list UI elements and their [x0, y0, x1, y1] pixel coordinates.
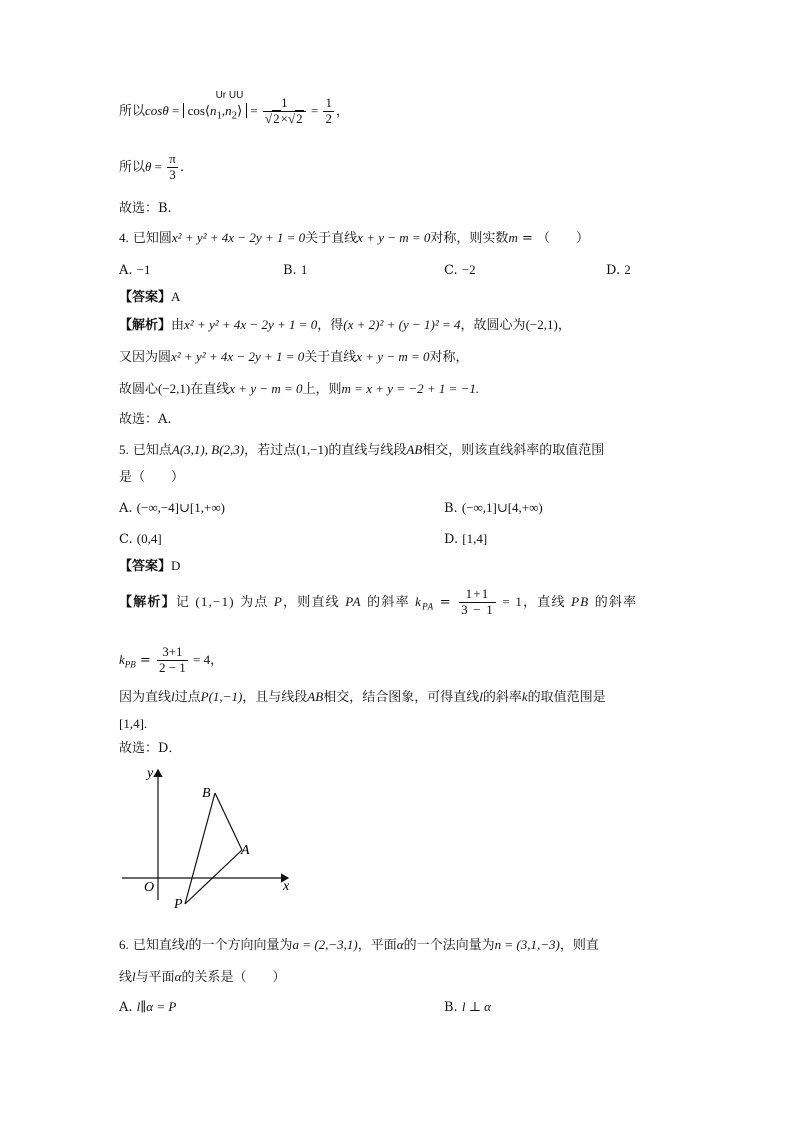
equation: x² + y² + 4x − 2y + 1 = 0 — [171, 349, 305, 364]
text: 的斜率 — [594, 594, 638, 610]
q5-stem — [119, 443, 604, 457]
frac-den: 3 − 1 — [461, 601, 494, 617]
text: 的一个法向量为 — [403, 938, 495, 953]
pi: π — [169, 151, 176, 166]
answer-tag: 【答案】 — [119, 290, 172, 305]
text: 关于直线 — [304, 350, 357, 365]
text: 的一个方向向量为 — [188, 938, 293, 953]
line-l: l — [184, 937, 189, 952]
half-num: 1 — [325, 95, 332, 110]
line-end: ， — [335, 103, 349, 119]
frac-half — [323, 96, 334, 127]
equals: = — [151, 158, 166, 174]
q6-stem — [119, 938, 599, 952]
q4-option-b — [283, 262, 307, 278]
q4-number: 4. — [119, 230, 129, 245]
center-point: (−2,1) — [525, 317, 558, 332]
equation: x + y − m = 0 — [356, 349, 430, 364]
q4-circle-eq: x² + y² + 4x − 2y + 1 = 0 — [171, 230, 306, 245]
answer-value: A — [171, 289, 181, 304]
label-x: x — [283, 879, 290, 894]
n1-sub: 1 — [216, 109, 222, 122]
frac-num: 1+1 — [459, 587, 496, 603]
option-value: −1 — [136, 262, 151, 277]
theta-line — [119, 152, 184, 183]
text-prefix: 所以 — [119, 103, 146, 119]
points: A(3,1), B(2,3) — [171, 442, 245, 457]
q6-stem-2 — [119, 970, 286, 984]
text: 的斜率 — [367, 594, 410, 610]
vector-n: n = (3,1,−3) — [494, 937, 560, 952]
point: (1,−1) — [195, 593, 235, 609]
option-value: (−∞,1]∪[4,+∞) — [461, 500, 543, 515]
text: 对称， — [429, 350, 469, 365]
q6-number: 6. — [119, 937, 129, 952]
segment: AB — [406, 442, 423, 457]
frac-pi-3 — [167, 152, 178, 183]
q4-analysis-1 — [119, 318, 571, 332]
option-value: l ⊥ α — [461, 999, 491, 1014]
q5-option-d — [444, 531, 487, 547]
segment-ba — [215, 793, 242, 850]
q5-analysis-1: 【解析】记 (1,−1) 为点 P，则直线 PA 的斜率 $k_{PA}$ = $\frac{1+1}{3 - 1}$ = 1，直线 PB 的斜率 — [119, 586, 638, 617]
sqrt-arg-b — [295, 111, 304, 126]
q4-analysis-2 — [119, 350, 469, 364]
text: 由 — [171, 318, 185, 333]
text: 上，则 — [302, 382, 342, 397]
center-point: (−2,1) — [158, 381, 191, 396]
text: 的关系是（ ） — [181, 970, 286, 985]
line-end: . — [179, 159, 184, 175]
q4-option-a — [119, 262, 151, 278]
answer-tag: 【答案】 — [119, 559, 172, 574]
text: 已知点 — [132, 443, 172, 458]
option-label: C. — [444, 263, 458, 278]
answer-value: D — [171, 558, 181, 573]
q4-stem-d: = （ ） — [517, 231, 589, 246]
text: ，直线 — [523, 594, 566, 610]
segment: AB — [307, 689, 324, 704]
q5-option-c — [119, 531, 162, 547]
q5-conclusion: 故选：D． — [119, 741, 182, 756]
q4-conclusion: 故选：A. — [119, 412, 172, 427]
n1: n — [210, 102, 217, 118]
choice-b-line: 故选：B. — [119, 201, 172, 216]
text: ， — [210, 652, 224, 668]
option-label: A. — [119, 1000, 133, 1015]
option-value: [1,4] — [462, 531, 488, 546]
text: ，且与线段 — [242, 690, 308, 705]
slope-k: k — [415, 593, 423, 609]
vector-a: a = (2,−3,1) — [292, 937, 358, 952]
q5-option-b — [444, 500, 543, 516]
sqrt-value-a: 2 — [273, 110, 280, 126]
text: 线 — [119, 970, 133, 985]
label-a: A — [241, 843, 250, 858]
label-o: O — [144, 880, 155, 895]
text-prefix: 所以 — [119, 159, 146, 175]
option-value: (−∞,−4]∪[1,+∞) — [136, 500, 225, 515]
point-name: P — [273, 593, 284, 609]
q4-stem-c: 对称，则实数 — [430, 231, 509, 246]
label-b: B — [202, 786, 211, 801]
cos-theta-line: 所以$\cos\theta = \cos⟨n_1,n_2⟩$ Ur UU = 1 √ 2×√ 2 = $\frac{1}{2}$ ， — [119, 89, 349, 126]
analysis-tag: 【解析】 — [119, 318, 172, 333]
option-label: B. — [444, 501, 458, 516]
option-label: C. — [119, 532, 133, 547]
q4-stem-b: 关于直线 — [305, 231, 358, 246]
q6-option-b — [444, 999, 491, 1015]
abs-cos: $\cos⟨n_1,n_2⟩$ Ur UU — [183, 103, 248, 118]
sqrt-symbol-a: √ — [265, 110, 273, 126]
text: ，若过点 — [244, 443, 297, 458]
text: 故圆心 — [119, 382, 159, 397]
q5-number: 5. — [119, 442, 129, 457]
line-l: l — [479, 689, 483, 704]
slope-k: k — [119, 651, 125, 667]
sqrt-symbol-b: √ — [288, 110, 296, 126]
q5-analysis-4: [1,4]. — [119, 716, 148, 731]
segment-pb — [185, 793, 215, 904]
analysis-tag: 【解析】 — [119, 594, 176, 610]
text: 过点 — [174, 690, 201, 705]
text: ，故圆心为 — [460, 318, 526, 333]
point-p: P(1,−1) — [200, 689, 243, 704]
frac-num: 1 — [263, 96, 306, 112]
plane-alpha: α — [396, 937, 404, 952]
q4-var: m — [508, 230, 518, 245]
text: ，得 — [317, 318, 344, 333]
equation: x² + y² + 4x − 2y + 1 = 0 — [184, 317, 318, 332]
q4-stem — [119, 231, 589, 245]
result: = 1 — [497, 593, 524, 609]
cos-theta: cosθ — [145, 102, 169, 118]
equation: (x + 2)² + (y − 1)² = 4 — [343, 317, 461, 332]
q4-option-d — [606, 262, 631, 278]
q5-analysis-2: $k_{PB}$ = $\frac{3+1}{2 - 1}$ = 4， — [119, 644, 224, 675]
sqrt-value-b: 2 — [296, 110, 303, 126]
option-label: A. — [119, 501, 133, 516]
label-y: y — [147, 766, 154, 781]
cos-inner: cos — [187, 102, 205, 118]
text: 的斜率 — [482, 690, 522, 705]
option-label: D. — [444, 532, 459, 547]
text: 在直线 — [190, 382, 230, 397]
equation: x + y − m = 0 — [229, 381, 303, 396]
text: 的取值范围是 — [527, 690, 606, 705]
frac-sqrt: 1 √ 2×√ 2 — [263, 96, 306, 127]
slope-sub: PB — [124, 659, 136, 670]
option-value: −2 — [461, 262, 476, 277]
segment-pa — [185, 850, 242, 904]
q4-stem-a: 已知圆 — [132, 231, 172, 246]
text: ，则直线 — [283, 594, 340, 610]
text: 已知直线 — [132, 938, 185, 953]
vector-arrow-marks: Ur UU — [215, 89, 244, 101]
q5-analysis-3 — [119, 690, 606, 704]
option-value: l∥α = P — [136, 999, 177, 1014]
q5-answer — [119, 559, 180, 573]
text: 为点 — [240, 594, 269, 610]
option-label: B. — [283, 263, 297, 278]
point-p: (1,−1) — [296, 442, 329, 457]
option-value: (0,4] — [136, 531, 162, 546]
line-l: l — [132, 969, 136, 984]
option-label: D. — [606, 263, 621, 278]
text: 记 — [175, 594, 191, 610]
line-name: PB — [571, 593, 590, 609]
slope-sub: PA — [422, 601, 435, 612]
plane-alpha: α — [174, 969, 182, 984]
q4-line-eq: x + y − m = 0 — [357, 230, 431, 245]
n2-sub: 2 — [231, 109, 238, 122]
q6-option-a — [119, 999, 176, 1015]
text: ，平面 — [357, 938, 397, 953]
q4-answer — [119, 290, 180, 304]
text: 因为直线 — [119, 690, 172, 705]
option-value: 1 — [300, 262, 308, 277]
q4-option-c — [444, 262, 476, 278]
text: ， — [557, 318, 571, 333]
three: 3 — [169, 166, 176, 182]
line-l: l — [171, 689, 175, 704]
text: ，则直 — [559, 938, 599, 953]
sqrt-arg-a — [272, 111, 281, 126]
half-den: 2 — [325, 110, 332, 126]
theta: θ — [145, 158, 152, 174]
q5-option-a — [119, 500, 225, 516]
text: 又因为圆 — [119, 350, 172, 365]
option-label: A. — [119, 263, 133, 278]
text: 与平面 — [135, 970, 175, 985]
frac-den: 2 − 1 — [158, 659, 186, 675]
label-p: P — [174, 897, 183, 910]
text: 的直线与线段 — [328, 443, 407, 458]
q4-analysis-3 — [119, 382, 479, 396]
line-name: PA — [345, 593, 362, 609]
text: 相交，结合图象，可得直线 — [323, 690, 480, 705]
slope-fraction — [459, 587, 496, 618]
q5-figure — [118, 760, 298, 910]
slope-fraction — [157, 645, 188, 676]
frac-num: 3+1 — [157, 645, 188, 661]
n2: n — [225, 102, 232, 118]
result: = 4 — [189, 651, 211, 667]
slope-k: k — [521, 689, 528, 704]
calculation: m = x + y = −2 + 1 = −1. — [341, 381, 480, 396]
option-label: B. — [444, 1000, 458, 1015]
text: 相交，则该直线斜率的取值范围 — [422, 443, 605, 458]
option-value: 2 — [624, 262, 631, 277]
q5-stem-2: 是（ ） — [119, 470, 185, 485]
